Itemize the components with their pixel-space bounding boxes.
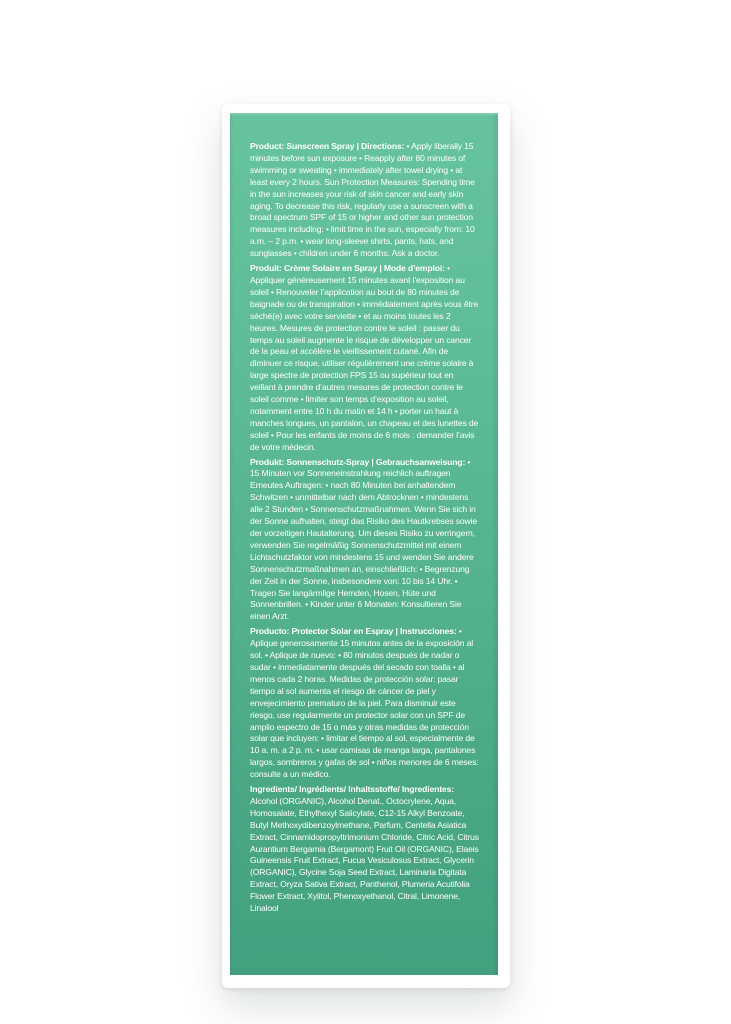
- box-top-edge: [230, 113, 498, 116]
- spanish-directions: [250, 626, 480, 781]
- box-right-edge: [492, 113, 498, 975]
- ingredients-heading: Ingredients/ Ingrédients/ Inhaltsstoffe/ Ingredientes:: [250, 784, 454, 795]
- german-body: • 15 Minuten vor Sonneneinstrahlung reichlich auftragen Erneutes Auftragen: • nach 80 Minuten bei anhaltendem Schwitzen • unmittelbar nach dem Abtrocknen • mindestens alle 2 Stunden • Sonnenschutzmaßnahmen. Wenn Sie sich in der Sonne aufhalten, steigt das Risiko des Hautkrebses sowie der vorzeitigen Hautalterung. Um dieses Risiko zu verringern, verwenden Sie regelmäßig Sonnenschutzmittel mit einem Lichtschutzfaktor von mindestens 15 und wenden Sie andere Sonnenschutzmaßnahmen an, einschließlich: • Begrenzung der Zeit in der Sonne, insbesondere von: 10 bis 14 Uhr. • Tragen Sie langärmlige Hemden, Hosen, Hüte und Sonnenbrillen. • Kinder unter 6 Monaten: Konsultieren Sie einen Arzt.: [250, 456, 477, 622]
- english-heading: Product: Sunscreen Spray | Directions:: [250, 141, 405, 151]
- german-heading: Produkt: Sonnenschutz-Spray | Gebrauchsanweisung:: [250, 456, 466, 467]
- sunscreen-box-side-panel: [230, 113, 498, 975]
- label-text: [250, 141, 480, 918]
- french-heading: Produit: Crème Solaire en Spray | Mode d’emploi:: [250, 263, 445, 274]
- french-directions: [250, 263, 480, 454]
- english-directions: [250, 141, 480, 260]
- spanish-heading: Producto: Protector Solar en Espray | Instrucciones:: [250, 626, 457, 637]
- ingredients-body: Alcohol (ORGANIC), Alcohol Denat., Octocrylene, Aqua, Homosalate, Ethylhexyl Salicylate, C12-15 Alkyl Benzoate, Butyl Methoxydibenzoylmethane, Parfum, Centella Asiatica Extract, Cinnamidopropyltrimonium Chloride, Citric Acid, Citrus Aurantium Bergamia (Bergamont) Fruit Oil (ORGANIC), Elaeis Guineensis Fruit Extract, Fucus Vesiculosus Extract, Glycerin (ORGANIC), Glycine Soja Seed Extract, Laminaria Digitata Extract, Oryza Sativa Extract, Panthenol, Plumeria Acutifolia Flower Extract, Xylitol, Phenoxyethanol, Citral, Limonene, Linalool: [250, 795, 479, 914]
- ingredients-list: [250, 784, 480, 915]
- english-body: • Apply liberally 15 minutes before sun exposure • Reapply after 80 minutes of swimming or sweating • immediately after towel drying • at least every 2 hours. Sun Protection Measures: Spending time in the sun increases your risk of skin cancer and early skin aging. To decrease this risk, regularly use a sunscreen with a broad spectrum SPF of 15 or higher and other sun protection measures including: • limit time in the sun, especially from: 10 a.m. – 2 p.m. • wear long-sleeve shirts, pants, hats, and sunglasses • children under 6 months: Ask a doctor.: [250, 141, 475, 259]
- german-directions: [250, 457, 480, 624]
- box-left-edge: [230, 113, 234, 975]
- french-body: • Appliquer généreusement 15 minutes avant l’exposition au soleil • Renouveler l’application au bout de 80 minutes de baignade ou de transpiration • immédiatement après vous être séché(e) avec votre serviette • et au moins toutes les 2 heures. Mesures de protection contre le soleil : passer du temps au soleil augmente le risque de développer un cancer de la peau et accélère le vieillissement cutané. Afin de diminuer ce risque, utiliser régulièrement une crème solaire à large spectre de protection FPS 15 ou supérieur tout en veillant à prendre d’autres mesures de protection contre le soleil comme • limiter son temps d’exposition au soleil, notamment entre 10 h du matin et 14 h • porter un haut à manches longues, un pantalon, un chapeau et des lunettes de soleil • Pour les enfants de moins de 6 mois : demander l’avis de votre médecin.: [250, 263, 479, 452]
- spanish-body: • Aplique generosamente 15 minutos antes de la exposición al sol. • Aplique de nuevo: • 80 minutos después de nadar o sudar • inmediatamente después del secado con toalla • al menos cada 2 horas. Medidas de protección solar: pasar tiempo al sol aumenta el riesgo de cáncer de piel y envejecimiento prematuro de la piel. Para disminuir este riesgo, use regularmente un protector solar con un SPF de amplio espectro de 15 o más y otras medidas de protección solar que incluyen: • limitar el tiempo al sol, especialmente de 10 a. m. a 2 p. m. • usar camisas de manga larga, pantalones largos, sombreros y gafas de sol • niños menores de 6 meses: consulte a un médico.: [250, 626, 479, 780]
